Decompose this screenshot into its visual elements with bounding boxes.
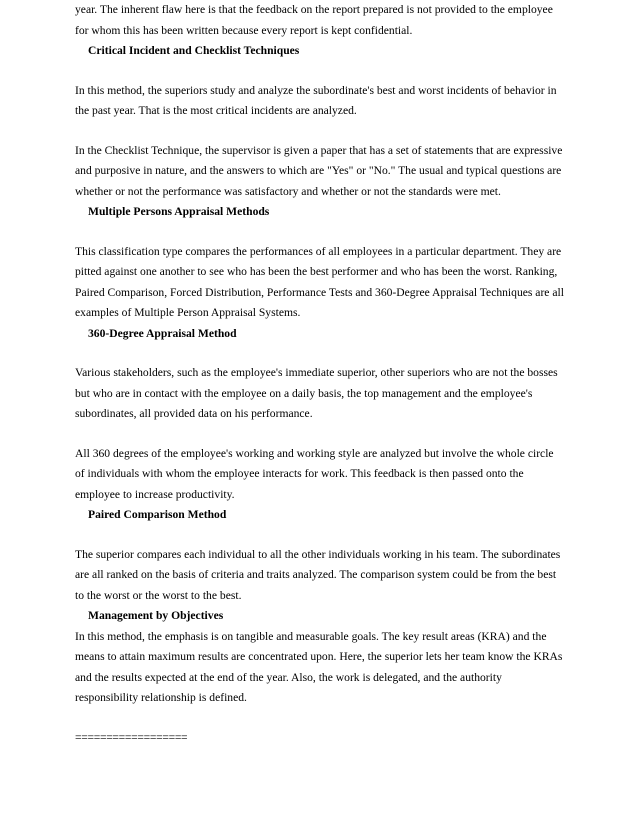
section-heading: 360-Degree Appraisal Method	[88, 326, 237, 340]
section-heading: Critical Incident and Checklist Techniques	[88, 44, 300, 57]
section-heading: Management by Objectives	[88, 609, 224, 622]
paragraph-gap	[75, 709, 565, 728]
paragraph-gap	[75, 223, 565, 242]
body-paragraph: In this method, the emphasis is on tangible and measurable goals. The key result areas (KRA) and the means to attain maximum results are concentrated upon. Here, the superior lets her team know the KRAs and the results expected at the end of the year. Also, the work is delegated, and the authority responsibility relationship is defined.	[75, 629, 563, 704]
separator-rule: ==================	[75, 730, 188, 744]
section-heading: Multiple Persons Appraisal Methods	[88, 205, 270, 218]
paragraph-gap	[75, 62, 565, 81]
body-paragraph: All 360 degrees of the employee's working and working style are analyzed but involve the whole circle of individuals with whom the employee interacts for work. This feedback is then passed onto the employee to increase productivity.	[75, 446, 554, 501]
document-body	[75, 0, 565, 748]
body-paragraph: In the Checklist Technique, the supervisor is given a paper that has a set of statements that are expressive and purposive in nature, and the answers to which are "Yes" or "No." The usual and typical questions are whether or not the performance was satisfactory and whether or not the standards were met.	[75, 143, 563, 198]
body-paragraph: Various stakeholders, such as the employee's immediate superior, other superiors who are not the bosses but who are in contact with the employee on a daily basis, the top management and the employee's subordinates, all provided data on his performance.	[75, 366, 558, 420]
body-paragraph: year. The inherent flaw here is that the feedback on the report prepared is not provided to the employee for whom this has been written because every report is kept confidential.	[75, 3, 553, 37]
body-paragraph: This classification type compares the performances of all employees in a particular department. They are pitted against one another to see who has been the best performer and who has been the worst. Ranking, Paired Comparison, Forced Distribution, Performance Tests and 360-Degree Appraisal Techniques are all examples of Multiple Person Appraisal Systems.	[75, 244, 564, 319]
paragraph-gap	[75, 344, 565, 363]
body-paragraph: In this method, the superiors study and analyze the subordinate's best and worst incidents of behavior in the past year. That is the most critical incidents are analyzed.	[75, 83, 557, 117]
paragraph-gap	[75, 122, 565, 141]
paragraph-gap	[75, 526, 565, 545]
body-paragraph: The superior compares each individual to all the other individuals working in his team. The subordinates are all ranked on the basis of criteria and traits analyzed. The comparison system could be from the best to the worst or the worst to the best.	[75, 547, 561, 602]
paragraph-gap	[75, 425, 565, 444]
section-heading: Paired Comparison Method	[88, 508, 227, 521]
